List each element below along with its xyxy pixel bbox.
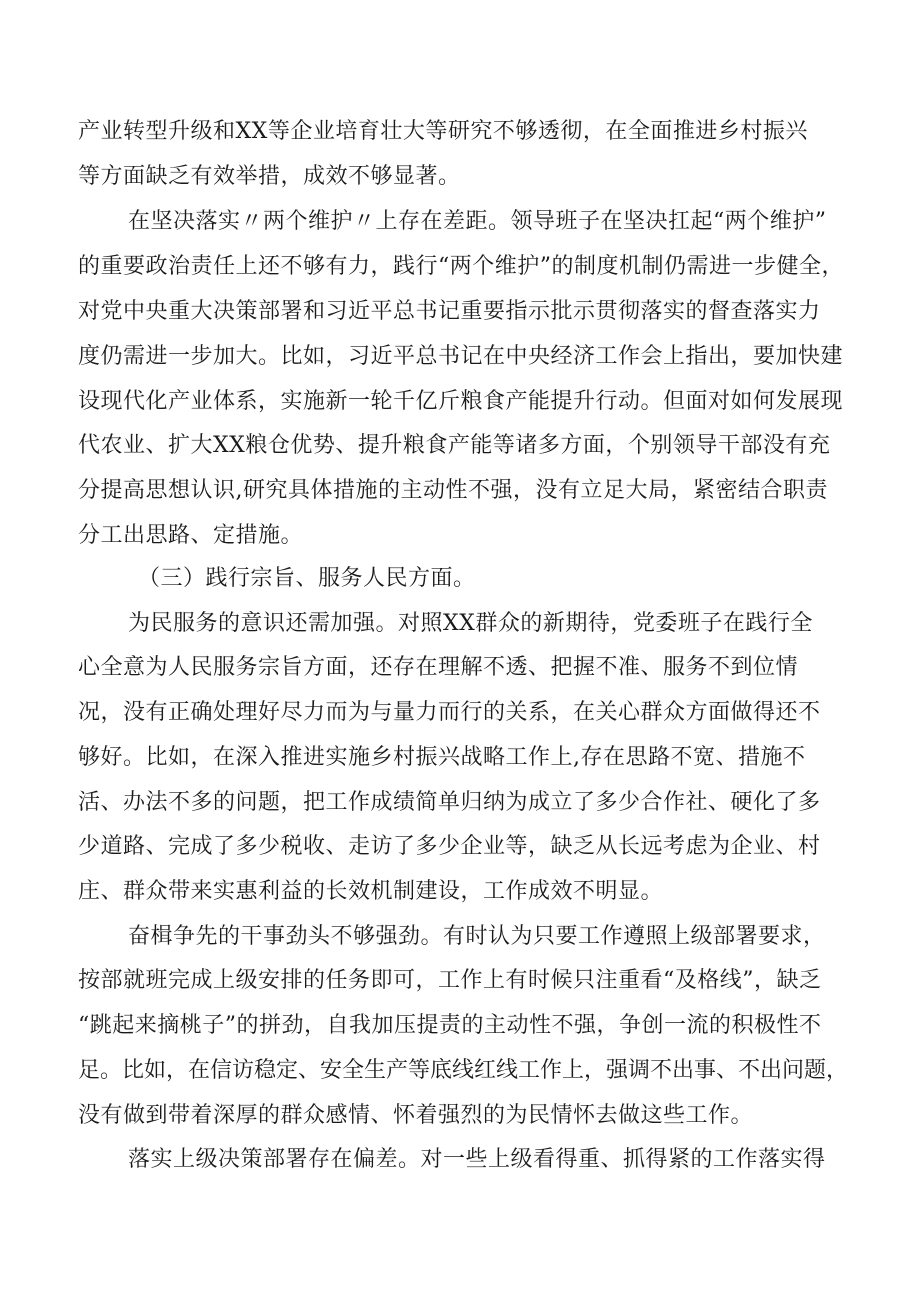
text-line: 足。比如，在信访稳定、安全生产等底线红线工作上，强调不出事、不出问题， [78, 1058, 849, 1083]
text-line: 设现代化产业体系，实施新一轮千亿斤粮食产能提升行动。但面对如何发展现 [78, 389, 844, 414]
text-line: 分工出思路、定措施。 [78, 523, 304, 548]
text-line: 活、办法不多的问题，把工作成绩简单归纳为成立了多少合作社、硬化了多 [78, 790, 821, 815]
text-line: 度仍需进一步加大。比如，习近平总书记在中央经济工作会上指出，要加快建 [78, 344, 844, 369]
text-line: 心全意为人民服务宗旨方面，还存在理解不透、把握不准、服务不到位情 [78, 655, 799, 680]
text-line: 产业转型升级和XX等企业培育壮大等研究不够透彻，在全面推进乡村振兴 [78, 119, 808, 144]
text-line: 的重要政治责任上还不够有力，践行“两个维护”的制度机制仍需进一步健全， [78, 254, 844, 279]
section-heading: （三）践行宗旨、服务人民方面。 [138, 566, 476, 591]
text-line: 等方面缺乏有效举措，成效不够显著。 [78, 164, 461, 189]
text-line: “跳起来摘桃子”的拼劲，自我加压提责的主动性不强，争创一流的积极性不 [78, 1013, 822, 1038]
text-line: 奋楫争先的干事劲头不够强劲。有时认为只要工作遵照上级部署要求， [128, 924, 826, 949]
text-line: 代农业、扩大XX粮仓优势、提升粮食产能等诸多方面，个别领导干部没有充 [78, 433, 831, 458]
text-line: 少道路、完成了多少税收、走访了多少企业等，缺乏从长远考虑为企业、村 [78, 834, 821, 859]
text-line: 为民服务的意识还需加强。对照XX群众的新期待，党委班子在践行全 [128, 611, 813, 636]
text-line: 够好。比如，在深入推进实施乡村振兴战略工作上,存在思路不宽、措施不 [78, 745, 806, 770]
text-line: 况，没有正确处理好尽力而为与量力而行的关系，在关心群众方面做得还不 [78, 700, 821, 725]
text-line: 对党中央重大决策部署和习近平总书记重要指示批示贯彻落实的督查落实力 [78, 299, 821, 324]
text-line: 分提高思想认识,研究具体措施的主动性不强，没有立足大局，紧密结合职责 [78, 478, 828, 503]
text-line: 在坚决落实〃两个维护〃上存在差距。领导班子在坚决扛起“两个维护” [128, 209, 827, 234]
text-line: 落实上级决策部署存在偏差。对一些上级看得重、抓得紧的工作落实得 [128, 1147, 826, 1172]
text-line: 没有做到带着深厚的群众感情、怀着强烈的为民情怀去做这些工作。 [78, 1103, 754, 1128]
text-line: 庄、群众带来实惠利益的长效机制建设，工作成效不明显。 [78, 879, 664, 904]
text-line: 按部就班完成上级安排的任务即可，工作上有时候只注重看“及格线”，缺乏 [78, 968, 822, 993]
